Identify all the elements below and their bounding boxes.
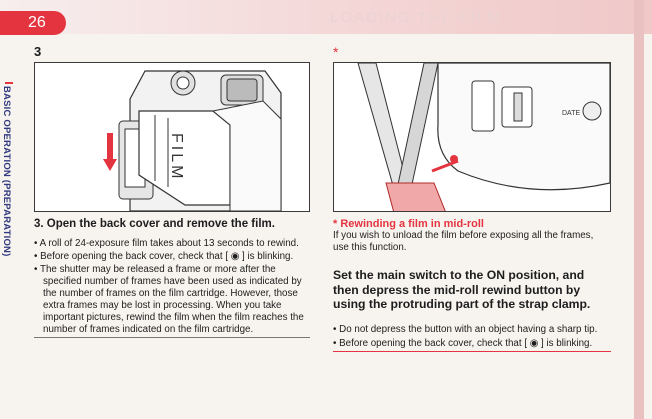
- section-marker: [5, 82, 13, 84]
- section-sidebar: [0, 82, 18, 257]
- intro-paragraph: If you wish to unload the film before exposing all the frames, use this function.: [333, 230, 594, 253]
- list-item: • Do not depress the button with an object having a sharp tip.: [333, 323, 598, 335]
- instruction-paragraph: Set the main switch to the ON position, and then depress the mid-roll rewind button by using the protruding part of the strap clamp.: [333, 268, 591, 311]
- figure-number: 3: [34, 44, 42, 59]
- list-item: • Before opening the back cover, check that [ ◉ ] is blinking.: [333, 338, 611, 352]
- header-text: LOADING THE FILM: [330, 9, 502, 26]
- date-label: DATE: [562, 110, 581, 117]
- list-item: • The shutter may be released a frame or more after the specified number of frames have been used as indicated by the number of frames on the film cartridge. However, those extra frames may be lost in processing. When you take important pictures, rewind the film when the film reaches the number of frames indicated on the film cartridge.: [34, 264, 310, 338]
- asterisk-mark: *: [333, 44, 339, 60]
- strap-clamp-illustration: [333, 62, 611, 212]
- list-item: • A roll of 24-exposure film takes about 13 seconds to rewind.: [34, 238, 299, 249]
- section-label: BASIC OPERATION (PREPARATION): [1, 86, 12, 257]
- left-column: [34, 44, 310, 339]
- film-label: FILM: [168, 133, 185, 182]
- right-column: [333, 44, 611, 354]
- camera-back-illustration: [34, 62, 310, 212]
- section-subtitle: * Rewinding a film in mid-roll: [333, 218, 484, 230]
- list-item: • Before opening the back cover, check that [ ◉ ] is blinking.: [34, 251, 294, 262]
- step-heading: 3. Open the back cover and remove the film.: [34, 218, 275, 230]
- page-number: 26: [28, 14, 46, 31]
- header-band: [0, 0, 652, 34]
- right-edge-bar: [634, 0, 644, 419]
